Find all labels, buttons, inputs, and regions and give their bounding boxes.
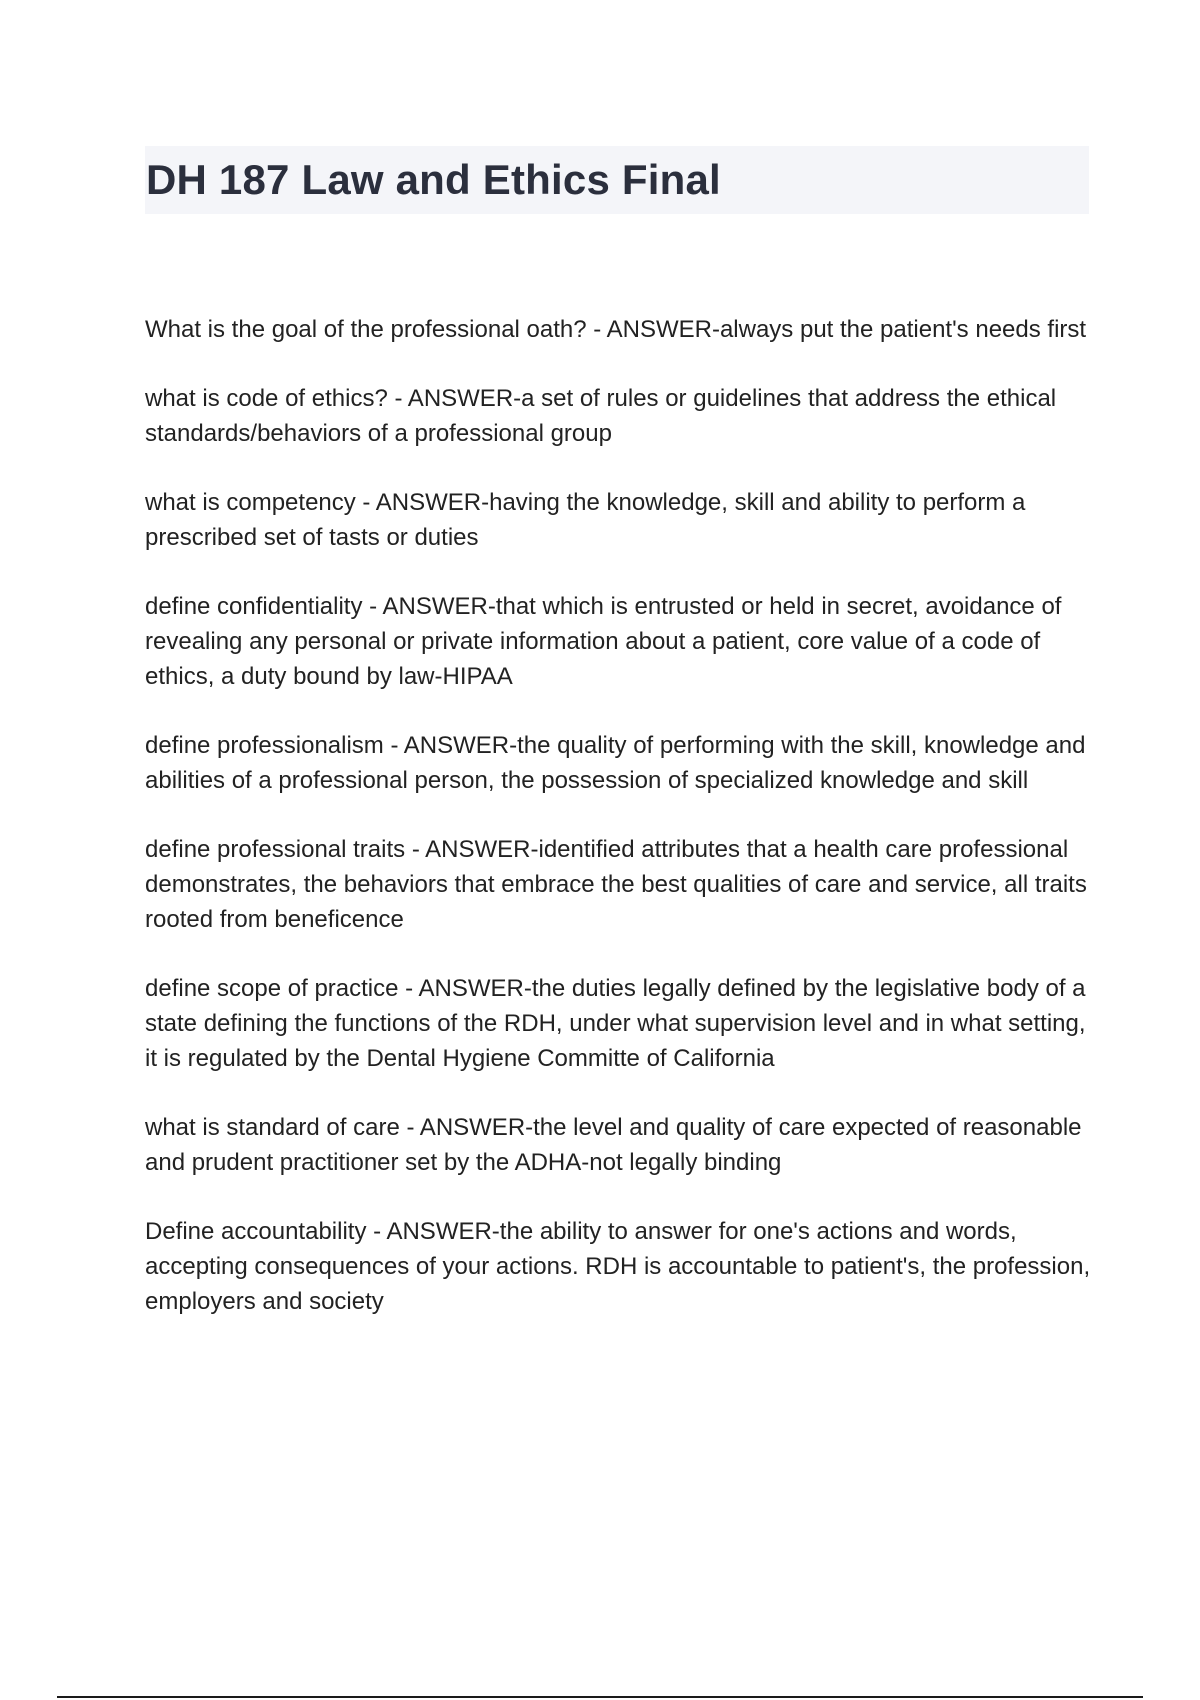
qa-item: define professionalism - ANSWER-the quality of performing with the skill, knowledge and abilities of a professional person, the possession of specialized knowledge and skill <box>145 732 1086 794</box>
qa-item: What is the goal of the professional oath? - ANSWER-always put the patient's needs first <box>145 316 1087 343</box>
qa-item: define professional traits - ANSWER-identified attributes that a health care professional demonstrates, the behaviors that embrace the best qualities of care and service, all traits rooted from beneficence <box>145 836 1087 933</box>
qa-list <box>145 312 1093 1353</box>
qa-item: define confidentiality - ANSWER-that which is entrusted or held in secret, avoidance of revealing any personal or private information about a patient, core value of a code of ethics, a duty bound by law-HIPAA <box>145 593 1062 690</box>
qa-item: Define accountability - ANSWER-the ability to answer for one's actions and words, accepting consequences of your actions. RDH is accountable to patient's, the profession, employers and society <box>145 1218 1091 1315</box>
qa-item: what is competency - ANSWER-having the knowledge, skill and ability to perform a prescribed set of tasts or duties <box>145 489 1026 551</box>
title-banner <box>145 146 1089 214</box>
page-title: DH 187 Law and Ethics Final <box>146 156 721 203</box>
qa-item: define scope of practice - ANSWER-the duties legally defined by the legislative body of a state defining the functions of the RDH, under what supervision level and in what setting, it is regulated by the Dental Hygiene Committe of California <box>145 975 1086 1072</box>
qa-item: what is code of ethics? - ANSWER-a set of rules or guidelines that address the ethical standards/behaviors of a professional group <box>145 385 1057 447</box>
qa-item: what is standard of care - ANSWER-the level and quality of care expected of reasonable and prudent practitioner set by the ADHA-not legally binding <box>145 1114 1082 1176</box>
page-footer-divider <box>57 1696 1143 1698</box>
